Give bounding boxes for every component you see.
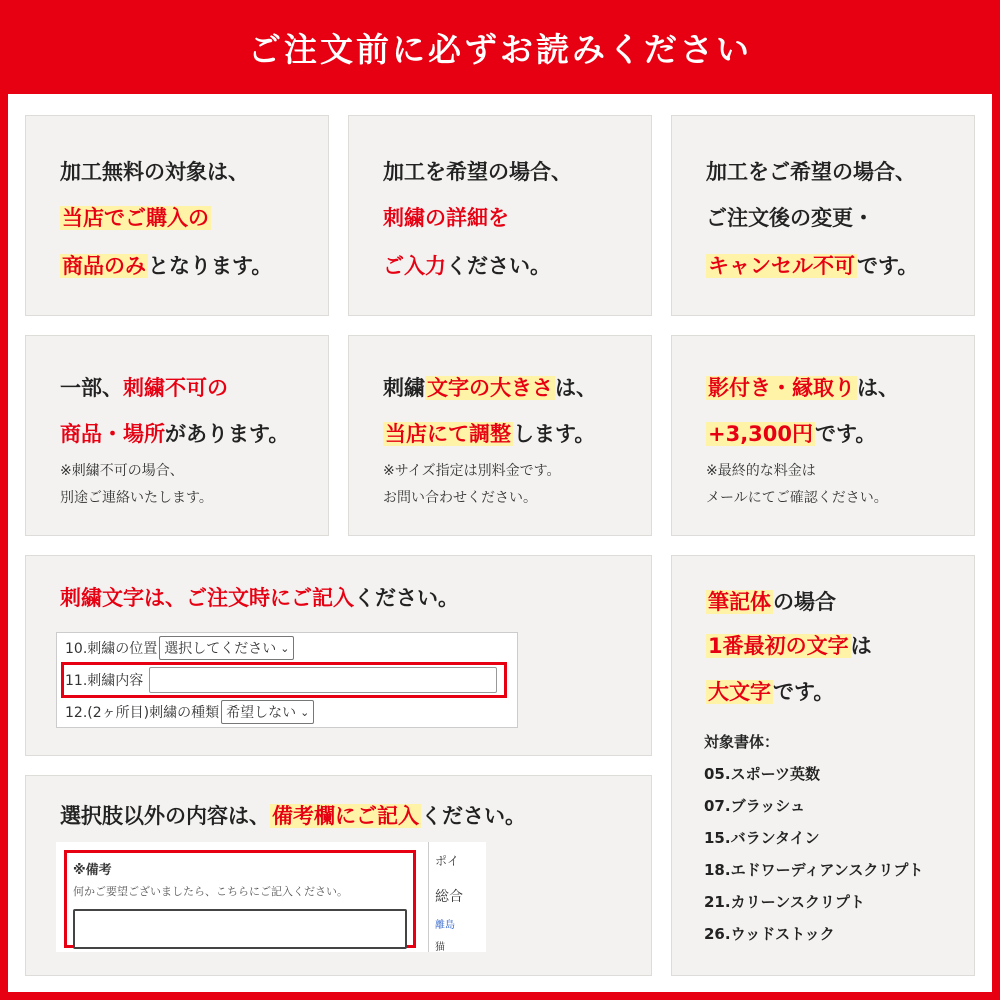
card-text: は	[850, 634, 872, 658]
card-line	[60, 250, 272, 280]
form-label: 12.(2ヶ所目)刺繍の種類	[65, 705, 220, 721]
info-card-cursive	[671, 555, 975, 976]
position-select[interactable]	[159, 636, 294, 660]
card-text: となります。	[148, 254, 273, 278]
form-row-position	[65, 635, 294, 661]
remarks-highlight-box	[64, 850, 416, 948]
card-text: は、	[555, 376, 597, 400]
remarks-title: ※備考	[73, 863, 112, 878]
info-card-shadow-outline	[671, 335, 975, 536]
highlight-text: 当店にて調整	[385, 422, 511, 446]
card-line: 加工をご希望の場合、	[706, 160, 916, 184]
card-title	[60, 800, 526, 830]
info-card-text-size	[348, 335, 652, 536]
card-text: があります。	[165, 422, 290, 446]
card-text: の場合	[773, 590, 836, 614]
card-text: です。	[773, 680, 835, 704]
info-card-input-details	[348, 115, 652, 316]
type-select[interactable]	[221, 700, 314, 724]
remarks-input[interactable]	[73, 909, 407, 949]
red-text: ご入力	[383, 254, 446, 278]
info-card-no-cancel	[671, 115, 975, 316]
card-line	[706, 372, 899, 402]
highlight-text: 当店でご購入の	[62, 206, 209, 230]
card-note: お問い合わせください。	[383, 490, 537, 506]
highlight-text: 大文字	[708, 680, 771, 704]
page-title: ご注文前に必ずお読みください	[0, 0, 1000, 94]
card-note: ※サイズ指定は別料金です。	[383, 463, 561, 479]
chevron-down-icon: ⌄	[280, 641, 290, 655]
card-line	[60, 418, 289, 448]
form-row-content	[65, 667, 497, 693]
card-note: ※刺繍不可の場合、	[60, 463, 184, 479]
card-line: 加工を希望の場合、	[383, 160, 572, 184]
red-text: 刺繍の詳細を	[383, 206, 509, 230]
highlight-text: 備考欄にご記入	[272, 804, 419, 828]
card-text: 選択肢以外の内容は、	[60, 804, 270, 828]
card-text: です。	[815, 422, 877, 446]
card-line	[706, 630, 872, 660]
side-panel	[428, 842, 487, 952]
red-text: 刺繍不可の	[123, 376, 228, 400]
card-line	[706, 250, 918, 280]
highlight-text: 文字の大きさ	[427, 376, 553, 400]
form-row-type	[65, 699, 314, 725]
font-list-item: 18.エドワーディアンスクリプト	[704, 861, 924, 879]
card-line	[383, 202, 509, 232]
form-label: 11.刺繍内容	[65, 673, 144, 689]
side-text: 離島	[435, 920, 455, 931]
remarks-hint: 何かご要望ございましたら、こちらにご記入ください。	[73, 885, 348, 898]
highlight-text: 筆記体	[708, 590, 771, 614]
font-list-item: 05.スポーツ英数	[704, 765, 820, 783]
font-list-title: 対象書体：	[704, 733, 780, 751]
side-text: ポイ	[435, 854, 460, 868]
font-list-item: 21.カリーンスクリプト	[704, 893, 865, 911]
card-line	[383, 250, 551, 280]
card-line	[383, 418, 595, 448]
info-card-remarks	[25, 775, 652, 976]
form-label: 10.刺繍の位置	[65, 641, 158, 657]
info-card-not-embroiderable	[25, 335, 329, 536]
card-line	[706, 586, 836, 616]
card-text: ください。	[446, 254, 551, 278]
card-note: メールにてご確認ください。	[706, 490, 888, 506]
card-title	[60, 582, 459, 612]
highlight-text: 1番最初の文字	[708, 634, 849, 658]
card-text: 一部、	[60, 376, 123, 400]
card-line	[706, 418, 876, 448]
highlight-text: キャンセル不可	[708, 254, 855, 278]
remarks-form-screenshot	[56, 842, 486, 952]
font-list-item: 15.バランタイン	[704, 829, 820, 847]
highlight-text: +3,300円	[708, 422, 814, 446]
font-list-item: 07.ブラッシュ	[704, 797, 805, 815]
card-text: ください。	[354, 586, 459, 610]
card-line	[60, 202, 211, 232]
card-note: 別途ご連絡いたします。	[60, 490, 213, 506]
select-value: 希望しない	[226, 705, 297, 721]
card-line	[60, 372, 228, 402]
card-line	[706, 676, 834, 706]
embroidery-content-input[interactable]	[149, 667, 497, 693]
card-note: ※最終的な料金は	[706, 463, 816, 479]
embroidery-form-screenshot	[56, 632, 518, 728]
font-list-item: 26.ウッドストック	[704, 925, 835, 943]
card-line: ご注文後の変更・	[706, 206, 874, 230]
card-text: ください。	[421, 804, 526, 828]
card-text: 刺繍	[383, 376, 425, 400]
highlight-text: 商品のみ	[62, 254, 146, 278]
side-text: 総合	[435, 889, 463, 905]
card-line: 加工無料の対象は、	[60, 160, 249, 184]
info-card-free-processing	[25, 115, 329, 316]
info-card-enter-text	[25, 555, 652, 756]
red-text: 商品・場所	[60, 422, 165, 446]
select-value: 選択してください	[164, 641, 277, 657]
card-text: します。	[513, 422, 596, 446]
chevron-down-icon: ⌄	[300, 705, 310, 719]
card-text: です。	[857, 254, 919, 278]
card-line	[383, 372, 597, 402]
card-text: は、	[857, 376, 899, 400]
red-text: 刺繍文字は、ご注文時にご記入	[60, 586, 354, 610]
side-text: 猫	[435, 942, 445, 953]
highlight-text: 影付き・縁取り	[708, 376, 855, 400]
